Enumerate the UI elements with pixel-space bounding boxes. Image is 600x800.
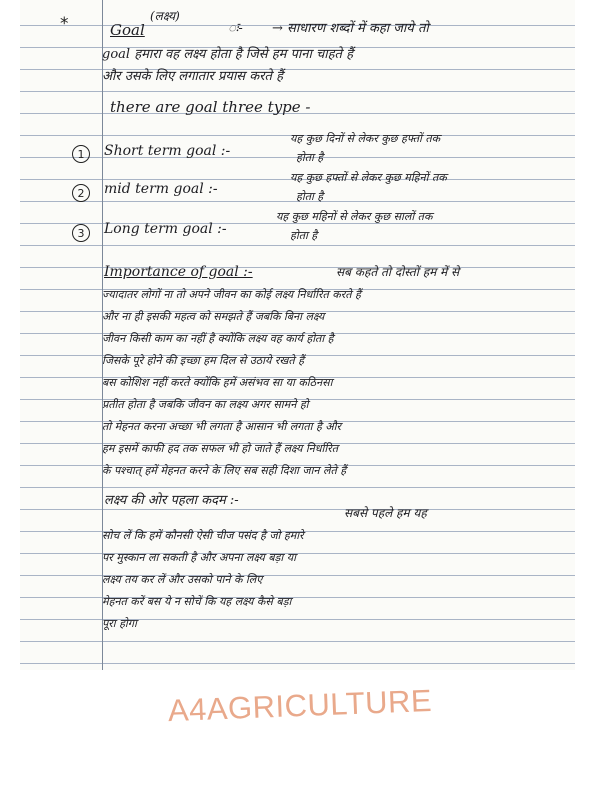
long-term-desc-2: होता है: [290, 229, 318, 242]
goal-hindi-tag: (लक्ष्य): [150, 9, 180, 23]
importance-line-3: और ना ही इसकी महत्व को समझते हैं जबकि बिना लक्ष्य: [102, 310, 325, 323]
short-term-desc-1: यह कुछ दिनों से लेकर कुछ हफ्तों तक: [290, 132, 441, 145]
mid-term-goal-label: mid term goal :-: [104, 181, 218, 197]
number-1-circle: 1: [72, 145, 90, 163]
importance-line-6: बस कोशिश नहीं करते क्योंकि हमें असंभव सा या कठिनसा: [102, 376, 333, 389]
importance-line-2: ज्यादातर लोगों ना तो अपने जीवन का कोई लक्ष्य निर्धारित करते हैं: [102, 288, 361, 301]
goal-heading: Goal: [110, 21, 145, 39]
importance-line-5: जिसके पूरे होने की इच्छा हम दिल से उठाये रखते हैं: [102, 354, 304, 367]
mid-term-desc-2: होता है: [296, 190, 324, 203]
first-step-heading: लक्ष्य की ओर पहला कदम :-: [104, 493, 239, 508]
star-bullet-icon: *: [60, 14, 69, 34]
importance-line-9: हम इसमें काफी हद तक सफल भी हो जाते हैं लक्ष्य निर्धारित: [102, 442, 339, 455]
short-term-desc-2: होता है: [296, 151, 324, 164]
mid-term-desc-1: यह कुछ हफ्तों से लेकर कुछ महिनों तक: [290, 171, 447, 184]
short-term-goal-label: Short term goal :-: [104, 143, 231, 159]
first-step-line-4: लक्ष्य तय कर लें और उसको पाने के लिए: [102, 573, 263, 586]
types-heading: there are goal three type -: [110, 98, 311, 116]
number-2-circle: 2: [72, 184, 90, 202]
definition-line-1: → साधारण शब्दों में कहा जाये तो: [272, 21, 429, 36]
importance-line-7: प्रतीत होता है जबकि जीवन का लक्ष्य अगर सामने हो: [102, 398, 309, 411]
definition-line-2: goal हमारा वह लक्ष्य होता है जिसे हम पाना चाहते हैं: [102, 47, 353, 62]
first-step-line-5: मेहनत करें बस ये न सोचें कि यह लक्ष्य कैसे बड़ा: [102, 595, 292, 608]
first-step-line-3: पर मुस्कान ला सकती है और अपना लक्ष्य बड़ा या: [102, 551, 296, 564]
importance-line-4: जीवन किसी काम का नहीं है क्योंकि लक्ष्य वह कार्य होता है: [102, 332, 334, 345]
long-term-desc-1: यह कुछ महिनों से लेकर कुछ सालों तक: [276, 210, 433, 223]
importance-line-10: के पश्चात् हमें मेहनत करने के लिए सब सही दिशा जान लेते हैं: [102, 464, 347, 477]
importance-line-8: तो मेहनत करना अच्छा भी लगता है आसान भी लगता है और: [102, 420, 342, 433]
long-term-goal-label: Long term goal :-: [104, 221, 227, 237]
importance-heading: Importance of goal :-: [104, 264, 253, 280]
site-watermark: A4AGRICULTURE: [167, 682, 433, 729]
first-step-line-6: पूरा होगा: [102, 617, 137, 630]
first-step-line-1: सबसे पहले हम यह: [344, 506, 427, 520]
importance-line-1: सब कहते तो दोस्तों हम में से: [336, 265, 460, 279]
number-3-circle: 3: [72, 224, 90, 242]
definition-line-3: और उसके लिए लगातार प्रयास करते हैं: [102, 69, 283, 84]
first-step-line-2: सोच लें कि हमें कौनसी ऐसी चीज पसंद है जो हमारे: [102, 529, 304, 542]
goal-heading-colon: ः-: [228, 21, 243, 36]
